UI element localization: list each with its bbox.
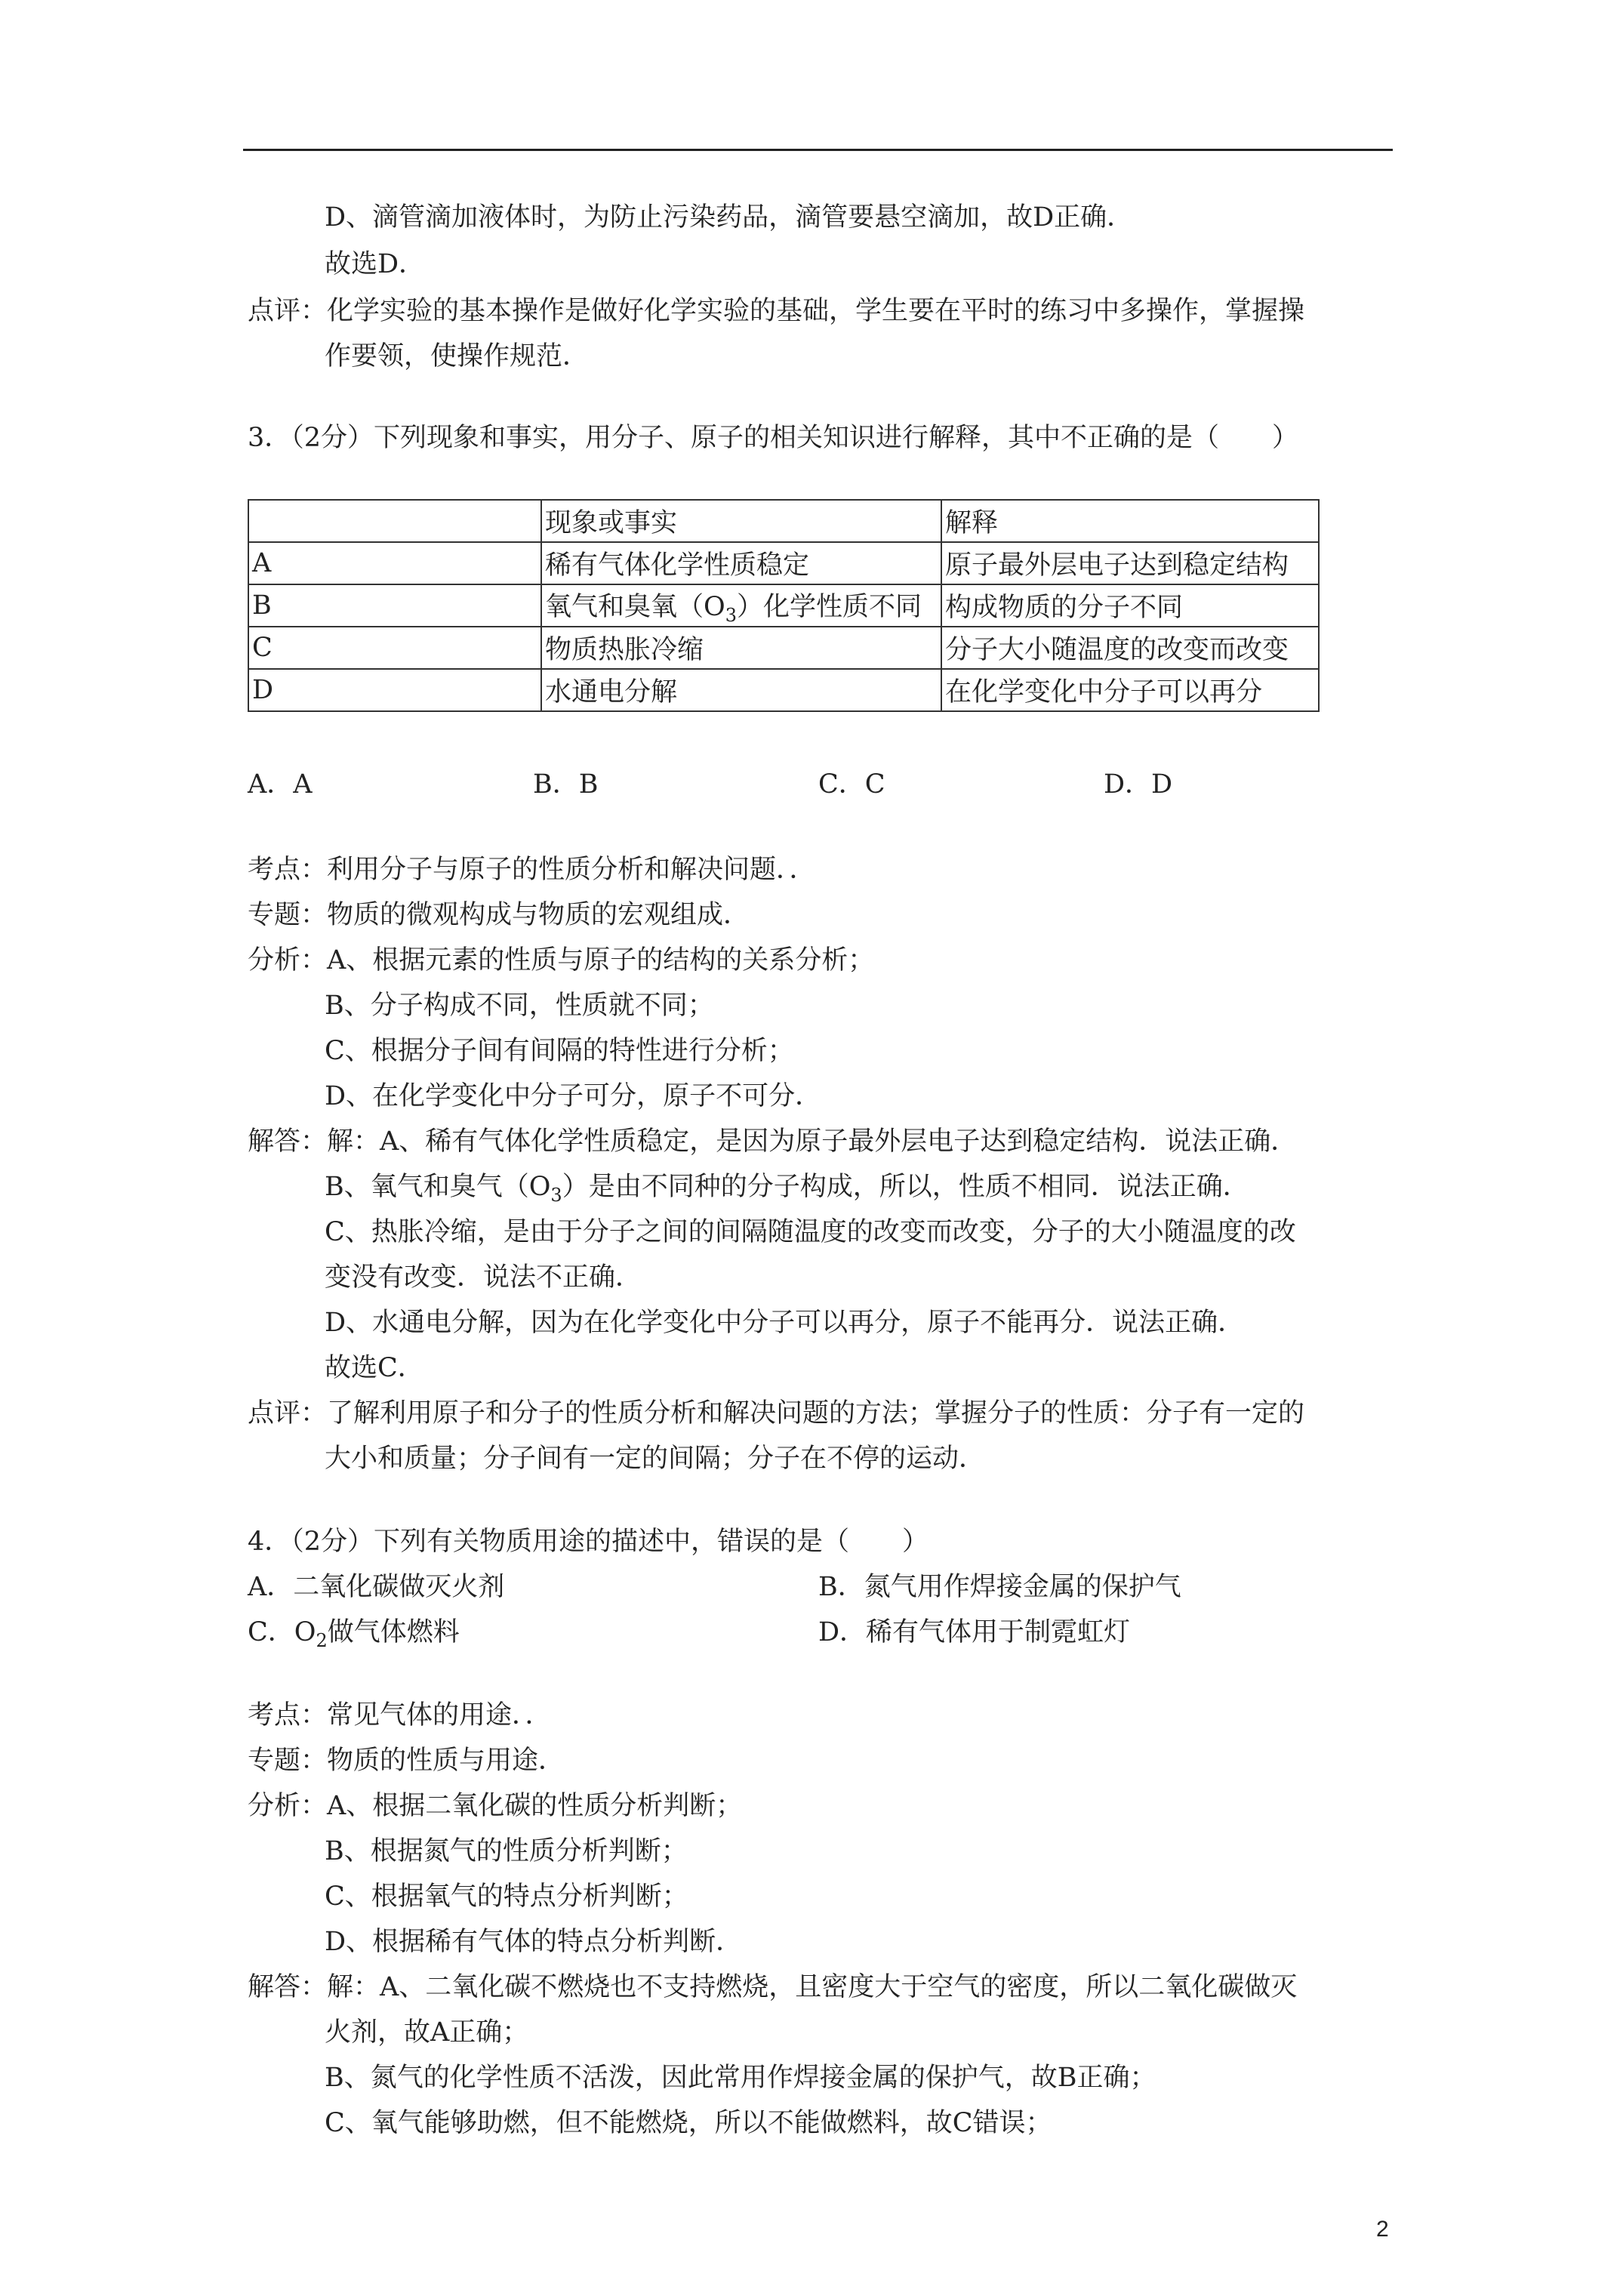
q3-jieda-5: D、水通电分解，因为在化学变化中分子可以再分，原子不能再分．说法正确． [325,1308,1245,1338]
q4-jieda-4: C、氧气能够助燃，但不能燃烧，所以不能做燃料，故C错误； [325,2108,1052,2138]
q4-fenxi-4: D、根据稀有气体的特点分析判断． [325,1927,743,1957]
q2-select: 故选D． [325,249,426,279]
header-rule [243,149,1393,151]
table-cell: B [248,584,541,627]
table-cell: 稀有气体化学性质稳定 [541,542,941,584]
table-cell: D [248,669,541,711]
table-cell: 物质热胀冷缩 [541,627,941,669]
table-row [248,500,1319,542]
q4-fenxi-3: C、根据氧气的特点分析判断； [325,1881,688,1912]
q4-jieda-2: 火剂，故A正确； [325,2017,529,2048]
q3-fenxi-1: 分析：A、根据元素的性质与原子的结构的关系分析； [248,945,875,975]
table-cell: 氧气和臭氧$(O_3)$化学性质不同 [541,584,941,627]
q4-option-b: B．氮气用作焊接金属的保护气 [818,1572,1181,1602]
q3-kaodian: 考点：利用分子与原子的性质分析和解决问题．． [248,855,816,885]
q4-fenxi-2: B、根据氮气的性质分析判断； [325,1836,688,1866]
q4-jieda-3: B、氮气的化学性质不活泼，因此常用作焊接金属的保护气，故B正确； [325,2063,1156,2093]
q3-jieda-2: B、氧气和臭气$(O_3)$是由不同种的分子构成，所以，性质不相同．说法正确． [325,1172,1249,1206]
q3-fenxi-3: C、根据分子间有间隔的特性进行分析； [325,1036,794,1066]
q3-option-a: A．A [248,769,313,800]
q3-jieda-6: 故选C． [325,1353,424,1383]
q4-fenxi-1: 分析：A、根据二氧化碳的性质分析判断； [248,1791,743,1821]
table-cell: 构成物质的分子不同 [941,584,1319,627]
q4-kaodian: 考点：常见气体的用途．． [248,1700,552,1730]
q3-option-c: C．C [818,769,885,800]
q3-option-d: D．D [1104,769,1173,800]
table-cell: 分子大小随温度的改变而改变 [941,627,1319,669]
table-row [248,669,1319,711]
table-row [248,542,1319,584]
q4-question: 4．（2分）下列有关物质用途的描述中，错误的是（ ） [248,1527,929,1557]
q3-jieda-1: 解答：解：A、稀有气体化学性质稳定，是因为原子最外层电子达到稳定结构．说法正确． [248,1126,1298,1157]
q4-jieda-1: 解答：解：A、二氧化碳不燃烧也不支持燃烧，且密度大于空气的密度，所以二氧化碳做灭 [248,1972,1298,2002]
q4-option-c: C．$O_2$做气体燃料 [248,1617,460,1651]
q4-option-d: D．稀有气体用于制霓虹灯 [818,1617,1131,1647]
page-number: 2 [1376,2217,1389,2242]
q4-option-a: A．二氧化碳做灭火剂 [248,1572,505,1602]
table-cell: 水通电分解 [541,669,941,711]
q3-zhuanti: 专题：物质的微观构成与物质的宏观组成． [248,900,750,930]
table-cell: C [248,627,541,669]
table-cell [248,500,541,542]
q3-dianping-1: 点评：了解利用原子和分子的性质分析和解决问题的方法；掌握分子的性质：分子有一定的 [248,1398,1305,1428]
q3-jieda-3: C、热胀冷缩，是由于分子之间的间隔随温度的改变而改变，分子的大小随温度的改 [325,1217,1296,1247]
q3-question: 3．（2分）下列现象和事实，用分子、原子的相关知识进行解释，其中不正确的是（ ） [248,423,1299,453]
q4-zhuanti: 专题：物质的性质与用途． [248,1746,565,1776]
table-row [248,584,1319,627]
q3-fenxi-4: D、在化学变化中分子可分，原子不可分． [325,1081,822,1111]
table-cell: 现象或事实 [541,500,941,542]
q2-comment-2: 作要领，使操作规范． [325,341,590,371]
table-cell: 在化学变化中分子可以再分 [941,669,1319,711]
q3-fenxi-2: B、分子构成不同，性质就不同； [325,991,714,1021]
table-cell: A [248,542,541,584]
q3-option-b: B．B [533,769,599,800]
q3-table [248,499,1320,712]
q3-dianping-2: 大小和质量；分子间有一定的间隔；分子在不停的运动． [325,1444,986,1474]
q3-jieda-4: 变没有改变．说法不正确． [325,1262,642,1293]
q2-line-d: D、滴管滴加液体时，为防止污染药品，滴管要悬空滴加，故D正确． [325,202,1134,233]
table-cell: 原子最外层电子达到稳定结构 [941,542,1319,584]
table-cell: 解释 [941,500,1319,542]
table-row [248,627,1319,669]
q2-comment-1: 点评：化学实验的基本操作是做好化学实验的基础，学生要在平时的练习中多操作，掌握操 [248,296,1305,326]
